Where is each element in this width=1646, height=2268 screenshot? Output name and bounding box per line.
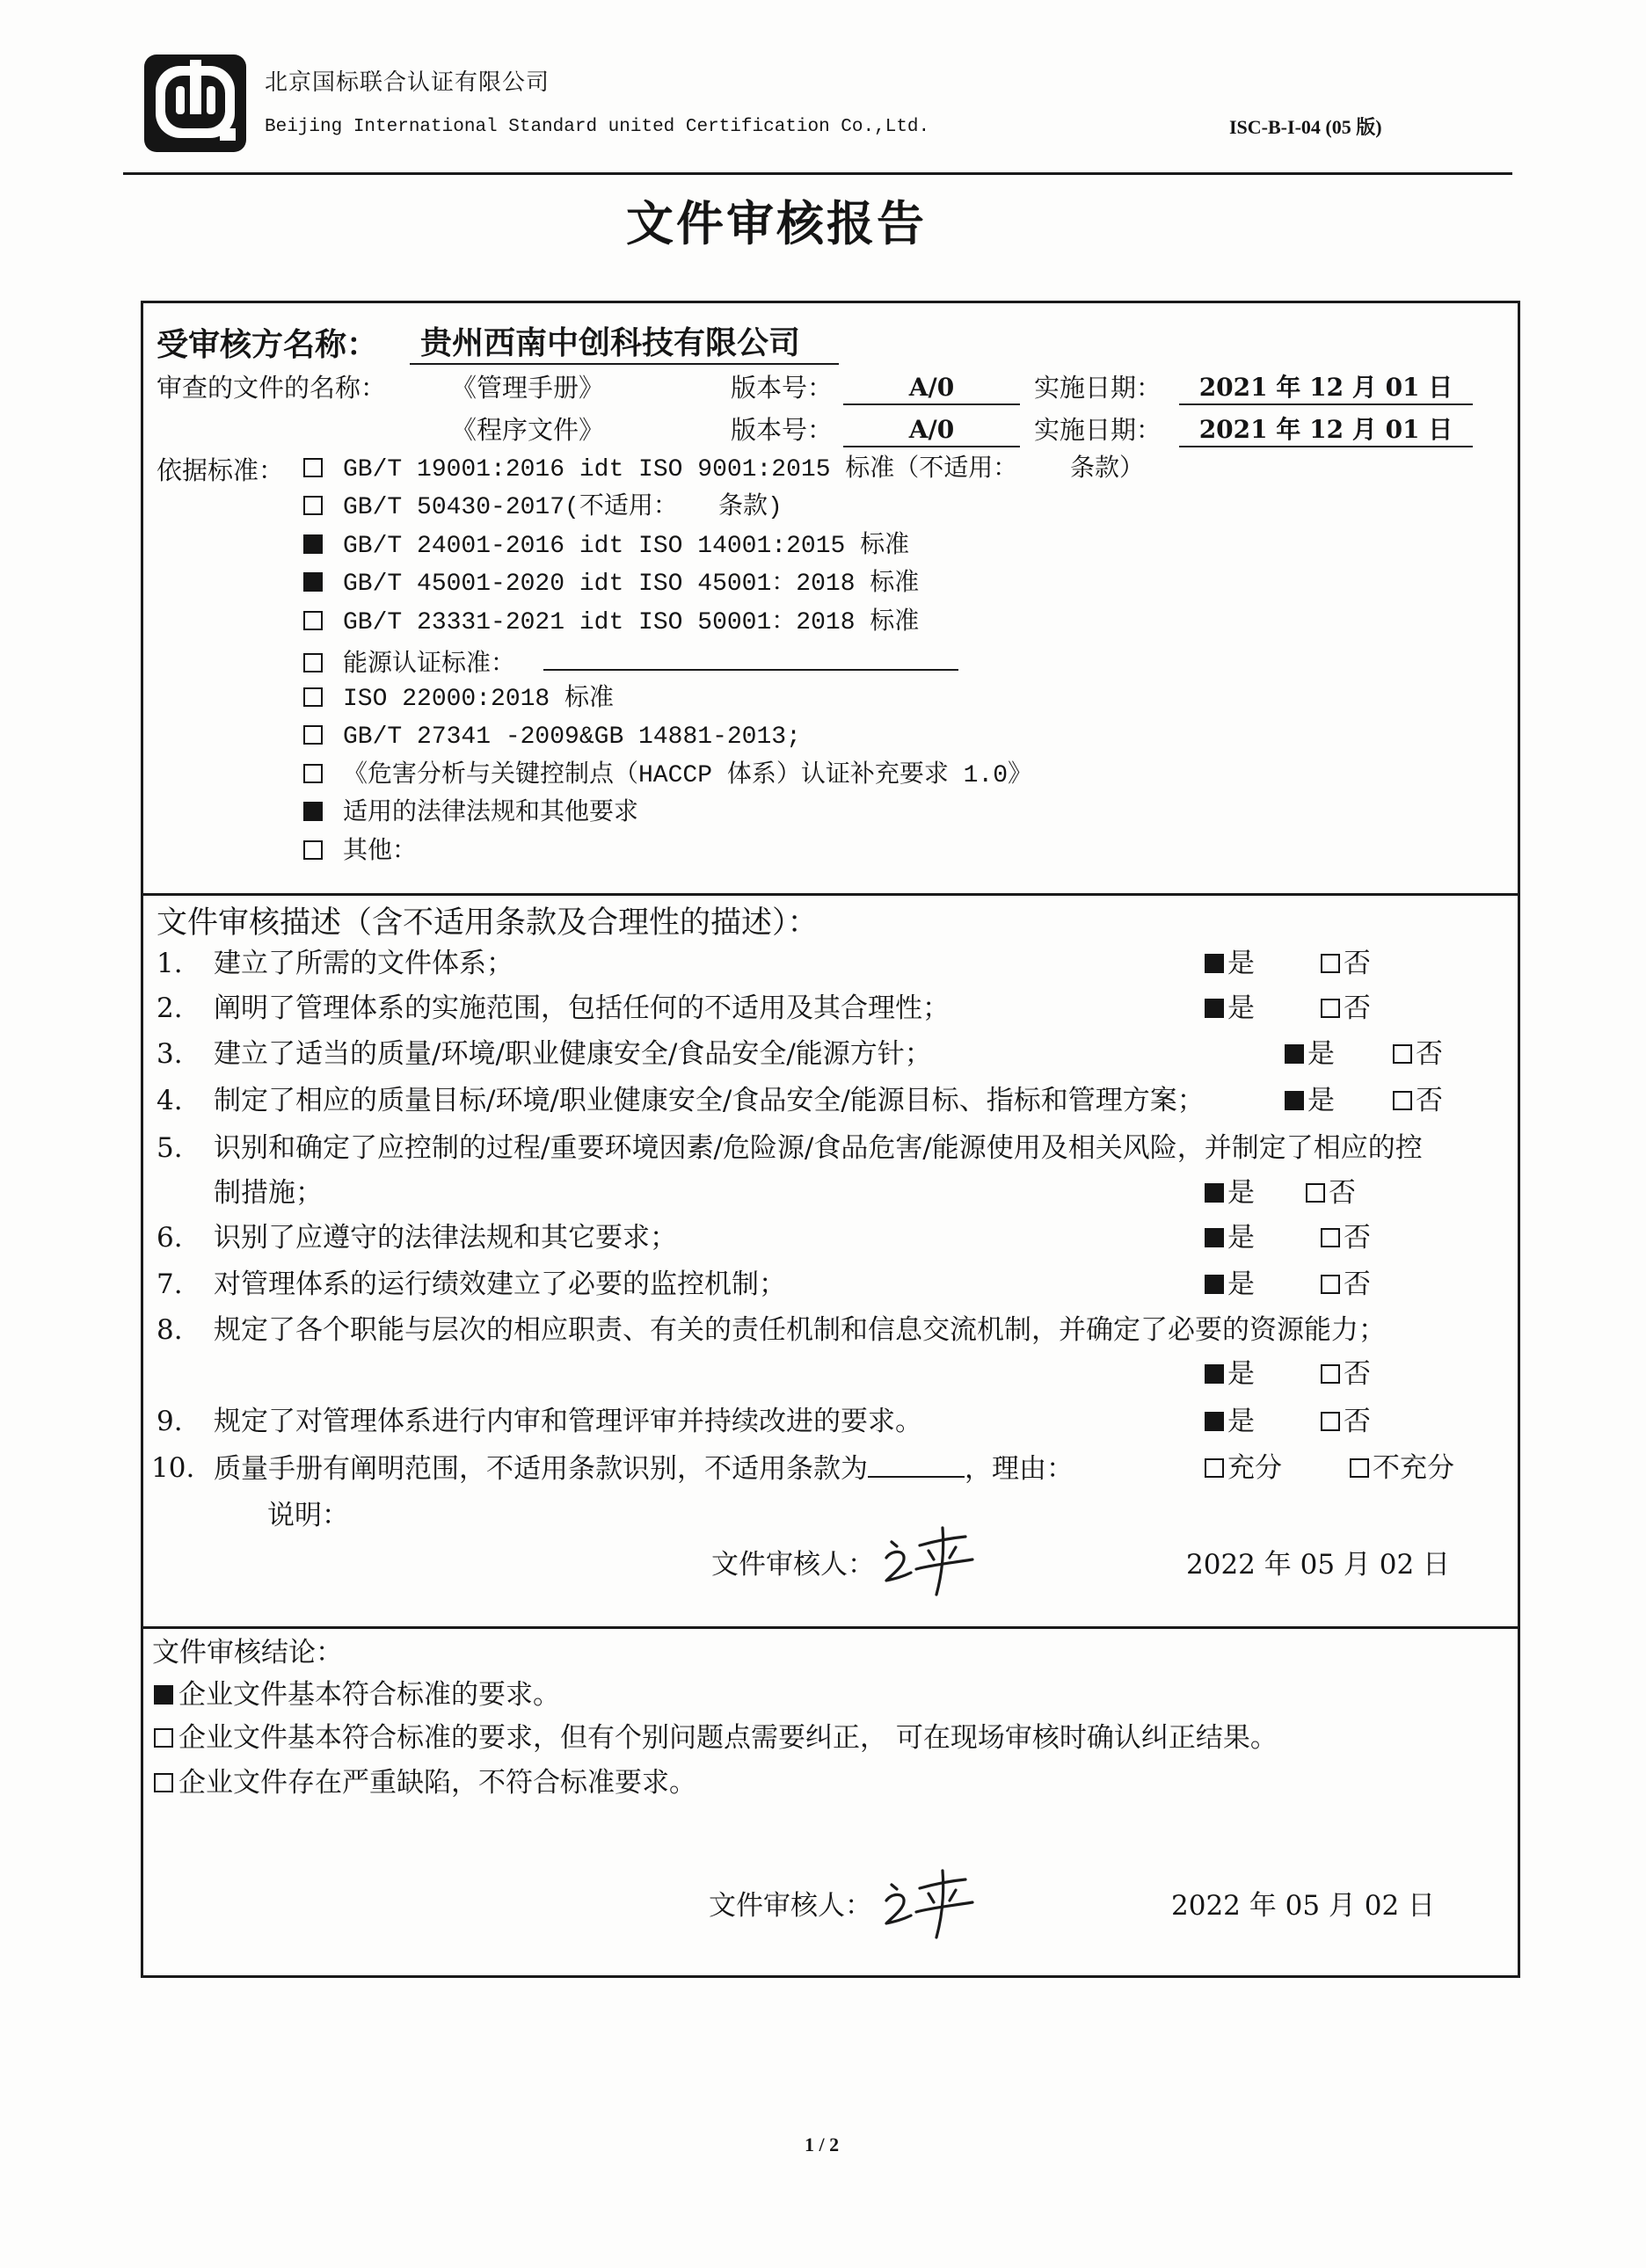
section-divider: [141, 1626, 1520, 1629]
insufficient-option: [1350, 1451, 1454, 1485]
yes-option: [1285, 1037, 1335, 1071]
item-number: 9.: [157, 1406, 183, 1437]
yes-label: 是: [1227, 992, 1255, 1024]
standard-row: [303, 646, 958, 680]
no-label: 否: [1416, 1038, 1443, 1070]
conclusion-date: 2022 年 05 月 02 日: [1171, 1890, 1436, 1922]
item-text: 识别了应遵守的法律法规和其它要求；: [214, 1222, 677, 1254]
checkbox: [303, 458, 323, 477]
documents-label: 审查的文件的名称：: [157, 373, 387, 403]
standard-row: [303, 685, 614, 715]
no-option: [1393, 1037, 1443, 1071]
standard-row: [303, 608, 919, 638]
no-option: [1321, 1405, 1371, 1438]
item-text: 对管理体系的运行绩效建立了必要的监控机制；: [214, 1268, 786, 1300]
conclusion-option: [154, 1721, 1278, 1755]
document-name: 《管理手册》: [451, 373, 605, 403]
item-number: 3.: [157, 1038, 183, 1070]
standard-text: GB/T 24001-2016 idt ISO 14001:2015 标准: [343, 533, 910, 560]
yes-option: [1205, 1405, 1255, 1438]
yes-label: 是: [1227, 1406, 1255, 1437]
item-text: 制定了相应的质量目标/环境/职业健康安全/食品安全/能源目标、指标和管理方案；: [214, 1085, 1205, 1116]
yes-option: [1205, 1221, 1255, 1254]
item-text: 识别和确定了应控制的过程/重要环境因素/危险源/食品危害/能源使用及相关风险，并制定了相应的控: [214, 1132, 1423, 1164]
item-text: 规定了对管理体系进行内审和管理评审并持续改进的要求。: [214, 1406, 922, 1437]
checkbox: [1205, 1275, 1224, 1294]
conclusion-text: 企业文件基本符合标准的要求。: [178, 1679, 560, 1711]
company-name-en: Beijing International Standard united Certification Co.,Ltd.: [265, 117, 930, 137]
item-text: 建立了适当的质量/环境/职业健康安全/食品安全/能源方针；: [214, 1038, 932, 1070]
signature: [881, 1862, 987, 1941]
company-logo: [144, 55, 246, 152]
checkbox: [1205, 1364, 1224, 1384]
checkbox: [154, 1728, 173, 1748]
auditee-label: 受审核方名称：: [157, 326, 379, 363]
yes-option: [1205, 1268, 1255, 1301]
yes-label: 是: [1227, 1358, 1255, 1390]
version-label: 版本号：: [731, 415, 834, 445]
item10-reason-label: ，理由：: [965, 1453, 1074, 1485]
conclusion-heading: 文件审核结论：: [152, 1637, 343, 1668]
no-option: [1321, 1221, 1371, 1254]
energy-standard-blank: [543, 646, 958, 671]
no-option: [1393, 1084, 1443, 1117]
standard-row: [303, 493, 678, 523]
insufficient-label: 不充分: [1373, 1452, 1454, 1484]
yes-option: [1205, 1357, 1255, 1391]
item-number: 6.: [157, 1222, 183, 1254]
no-label: 否: [1344, 992, 1371, 1024]
yes-label: 是: [1227, 1222, 1255, 1254]
standards-label: 依据标准：: [157, 455, 285, 485]
checkbox: [1205, 1412, 1224, 1431]
checkbox: [1350, 1458, 1369, 1478]
item10-text: 质量手册有阐明范围，不适用条款识别，不适用条款为: [214, 1453, 868, 1485]
review-date: 2022 年 05 月 02 日: [1186, 1549, 1451, 1581]
checkbox: [1285, 1044, 1304, 1064]
standard-suffix: 条款): [718, 494, 783, 521]
page-title: 文件审核报告: [626, 195, 927, 251]
checkbox: [1205, 999, 1224, 1018]
effective-date: 2021 年 12 月 01 日: [1179, 414, 1473, 447]
item-text: 规定了各个职能与层次的相应职责、有关的责任机制和信息交流机制，并确定了必要的资源能力；: [214, 1314, 1386, 1346]
checkbox: [303, 572, 323, 592]
standard-row: [303, 570, 919, 600]
yes-option: [1205, 947, 1255, 980]
date-label: 实施日期：: [1034, 415, 1162, 445]
standard-text: GB/T 23331-2021 idt ISO 50001：2018 标准: [343, 609, 920, 636]
auditee-name: 贵州西南中创科技有限公司: [410, 323, 839, 365]
item-number: 2.: [157, 992, 183, 1024]
no-label: 否: [1344, 1222, 1371, 1254]
standard-text: ISO 22000:2018 标准: [343, 686, 615, 713]
checkbox: [1393, 1091, 1412, 1110]
standard-row: [303, 532, 909, 562]
signature-icon: [881, 1862, 987, 1941]
checkbox: [303, 653, 323, 672]
no-option: [1306, 1176, 1356, 1210]
standard-text: 《危害分析与关键控制点（HACCP 体系）认证补充要求 1.0》: [343, 762, 1033, 789]
company-name-cn: 北京国标联合认证有限公司: [265, 69, 550, 96]
checkbox: [1205, 1228, 1224, 1247]
item-number: 4.: [157, 1085, 183, 1116]
conclusion-option: [154, 1766, 696, 1799]
checkbox: [1306, 1183, 1325, 1203]
effective-date: 2021 年 12 月 01 日: [1179, 372, 1473, 405]
checkbox: [303, 725, 323, 745]
no-label: 否: [1344, 948, 1371, 979]
no-option: [1321, 947, 1371, 980]
item-number: 5.: [157, 1132, 183, 1164]
standard-row: [303, 455, 1017, 485]
checkbox: [1321, 1364, 1340, 1384]
sufficient-label: 充分: [1227, 1452, 1282, 1484]
no-label: 否: [1344, 1406, 1371, 1437]
conclusion-text: 企业文件存在严重缺陷，不符合标准要求。: [178, 1767, 696, 1799]
checkbox: [1285, 1091, 1304, 1110]
checkbox: [303, 611, 323, 630]
item-text-continued: 制措施；: [214, 1177, 323, 1209]
section-divider: [141, 893, 1520, 896]
item-number: 10.: [151, 1452, 195, 1484]
standard-row: [303, 799, 638, 829]
standard-row: [303, 723, 801, 752]
standard-text: GB/T 50430-2017(不适用：: [343, 494, 678, 521]
logo-mark-icon: [144, 55, 246, 152]
no-option: [1321, 992, 1371, 1025]
checkbox: [303, 496, 323, 515]
yes-option: [1205, 992, 1255, 1025]
standard-suffix: 条款）: [1070, 456, 1145, 483]
item-number: 7.: [157, 1268, 183, 1300]
form-code: ISC-B-I-04 (05 版): [1229, 116, 1382, 138]
checkbox: [303, 534, 323, 554]
checkbox: [1321, 954, 1340, 973]
exclusion-blank: [868, 1451, 965, 1478]
reviewer-label: 文件审核人：: [711, 1549, 875, 1581]
yes-label: 是: [1307, 1038, 1335, 1070]
no-label: 否: [1344, 1268, 1371, 1300]
review-heading: 文件审核描述（含不适用条款及合理性的描述）：: [157, 905, 819, 941]
checkbox: [1205, 954, 1224, 973]
standard-text: 其他：: [343, 839, 418, 866]
item-text: 建立了所需的文件体系；: [214, 948, 513, 979]
checkbox: [1393, 1044, 1412, 1064]
reviewer-label: 文件审核人：: [709, 1890, 872, 1922]
signature-icon: [881, 1519, 987, 1598]
no-option: [1321, 1268, 1371, 1301]
checkbox: [1321, 999, 1340, 1018]
item-number: 8.: [157, 1314, 183, 1346]
checkbox: [154, 1773, 173, 1792]
checkbox: [154, 1685, 173, 1705]
no-label: 否: [1416, 1085, 1443, 1116]
conclusion-option: [154, 1678, 560, 1712]
no-label: 否: [1329, 1177, 1356, 1209]
checkbox: [303, 840, 323, 860]
date-label: 实施日期：: [1034, 373, 1162, 403]
standard-text: 适用的法律法规和其他要求: [343, 800, 639, 827]
yes-label: 是: [1227, 1268, 1255, 1300]
header-rule: [123, 172, 1512, 175]
standard-text: GB/T 19001:2016 idt ISO 9001:2015 标准（不适用：: [343, 456, 1018, 483]
item-text: 阐明了管理体系的实施范围，包括任何的不适用及其合理性；: [214, 992, 950, 1024]
sufficient-option: [1205, 1451, 1282, 1485]
document-name: 《程序文件》: [451, 415, 605, 445]
note-label: 说明：: [267, 1500, 349, 1531]
standard-text: 能源认证标准：: [343, 651, 516, 679]
yes-label: 是: [1227, 948, 1255, 979]
yes-label: 是: [1307, 1085, 1335, 1116]
checkbox: [1321, 1412, 1340, 1431]
checkbox: [1321, 1228, 1340, 1247]
yes-label: 是: [1227, 1177, 1255, 1209]
standard-row: [303, 838, 417, 868]
checkbox: [1321, 1275, 1340, 1294]
conclusion-text: 企业文件基本符合标准的要求，但有个别问题点需要纠正， 可在现场审核时确认纠正结果。: [178, 1722, 1278, 1754]
no-label: 否: [1344, 1358, 1371, 1390]
standard-row: [303, 761, 1032, 791]
item-text: [214, 1451, 1074, 1486]
standard-text: GB/T 27341 -2009&GB 14881-2013;: [343, 723, 801, 751]
checkbox: [1205, 1458, 1224, 1478]
version-label: 版本号：: [731, 373, 834, 403]
checkbox: [303, 687, 323, 707]
version-value: A/0: [843, 414, 1020, 447]
page-number: 1 / 2: [805, 2134, 840, 2155]
standard-text: GB/T 45001-2020 idt ISO 45001：2018 标准: [343, 571, 920, 598]
yes-option: [1205, 1176, 1255, 1210]
checkbox: [303, 802, 323, 821]
version-value: A/0: [843, 372, 1020, 405]
no-option: [1321, 1357, 1371, 1391]
signature: [881, 1519, 987, 1598]
item-number: 1.: [157, 948, 183, 979]
checkbox: [303, 764, 323, 783]
checkbox: [1205, 1183, 1224, 1203]
yes-option: [1285, 1084, 1335, 1117]
